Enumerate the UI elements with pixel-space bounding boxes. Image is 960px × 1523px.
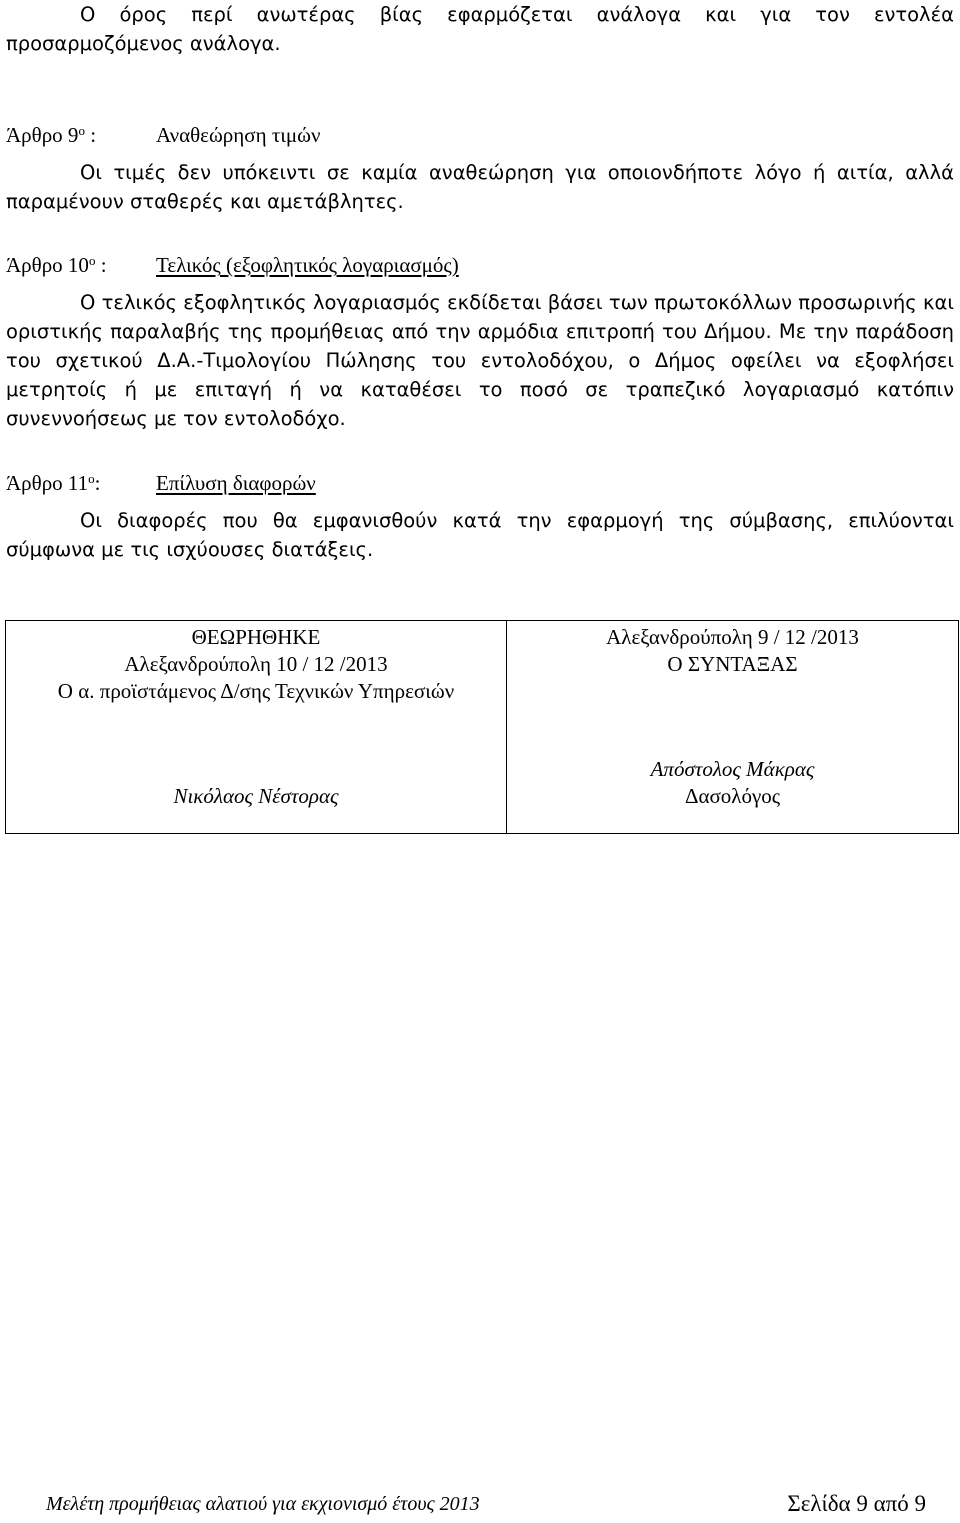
article-11-colon: : bbox=[94, 471, 101, 495]
article-9-text: Οι τιμές δεν υπόκειντι σε καμία αναθεώρηση για οποιονδήποτε λόγο ή αιτία, αλλά παραμένουν σταθερές και αμετάβλητες. bbox=[6, 161, 954, 213]
signature-cell-left bbox=[6, 621, 507, 834]
article-10-title: Τελικός (εξοφλητικός λογαριασμός) bbox=[156, 253, 459, 277]
composer-label: Ο ΣΥΝΤΑΞΑΣ bbox=[667, 652, 798, 676]
signature-cell-right bbox=[507, 621, 959, 834]
article-10-label: Άρθρο 10 bbox=[6, 253, 89, 277]
right-signatory-role: Δασολόγος bbox=[684, 784, 781, 808]
article-9-label: Άρθρο 9 bbox=[6, 123, 79, 147]
article-9-colon: : bbox=[84, 123, 97, 147]
article-9-heading bbox=[6, 116, 954, 150]
approved-label: ΘΕΩΡΗΘΗΚΕ bbox=[191, 625, 321, 649]
article-10-text: Ο τελικός εξοφλητικός λογαριασμός εκδίδεται βάσει των πρωτοκόλλων προσωρινής και οριστικής παραλαβής της προμήθειας από την αρμόδια επιτροπή του Δήμου. Με την παράδοση του σχετικού Δ.Α.-Τιμολογίου Πώλησης του εντολοδόχου, ο Δήμος οφείλει να εξοφλήσει μετρητοίς ή με επιταγή ή να καταθέσει το ποσό σε τραπεζικό λογαριασμό κατόπιν συνεννοήσεως με τον εντολοδόχο. bbox=[6, 291, 954, 430]
page-footer bbox=[46, 1493, 926, 1523]
article-10-sup: ο bbox=[88, 253, 96, 268]
article-10-body bbox=[6, 288, 954, 433]
article-10-heading bbox=[6, 246, 954, 280]
article-9-title: Αναθεώρηση τιμών bbox=[156, 123, 321, 147]
signature-table bbox=[5, 620, 959, 834]
page-number: Σελίδα 9 από 9 bbox=[787, 1491, 926, 1516]
article-11-label: Άρθρο 11 bbox=[6, 471, 89, 495]
article-9-sup: ο bbox=[78, 123, 85, 138]
left-signatory-name: Νικόλαος Νέστορας bbox=[173, 784, 339, 808]
article-10-colon: : bbox=[95, 253, 107, 277]
right-date: Αλεξανδρούπολη 9 / 12 /2013 bbox=[606, 625, 859, 649]
article-11-sup: ο bbox=[88, 471, 95, 486]
article-11-text: Οι διαφορές που θα εμφανισθούν κατά την εφαρμογή της σύμβασης, επιλύονται σύμφωνα με τις ισχύουσες διατάξεις. bbox=[6, 509, 954, 561]
footer-title: Μελέτη προμήθειας αλατιού για εκχιονισμό έτους 2013 bbox=[46, 1493, 480, 1515]
article-11-title: Επίλυση διαφορών bbox=[156, 471, 316, 495]
intro-paragraph bbox=[6, 0, 954, 58]
left-date: Αλεξανδρούπολη 10 / 12 /2013 bbox=[124, 652, 388, 676]
article-9-body bbox=[6, 158, 954, 216]
article-11-body bbox=[6, 506, 954, 564]
right-signatory-name: Απόστολος Μάκρας bbox=[650, 757, 815, 781]
intro-text: Ο όρος περί ανωτέρας βίας εφαρμόζεται ανάλογα και για τον εντολέα προσαρμοζόμενος ανάλογα. bbox=[6, 3, 954, 55]
left-role: Ο α. προϊστάμενος Δ/σης Τεχνικών Υπηρεσιών bbox=[57, 679, 455, 703]
article-11-heading bbox=[6, 464, 954, 498]
